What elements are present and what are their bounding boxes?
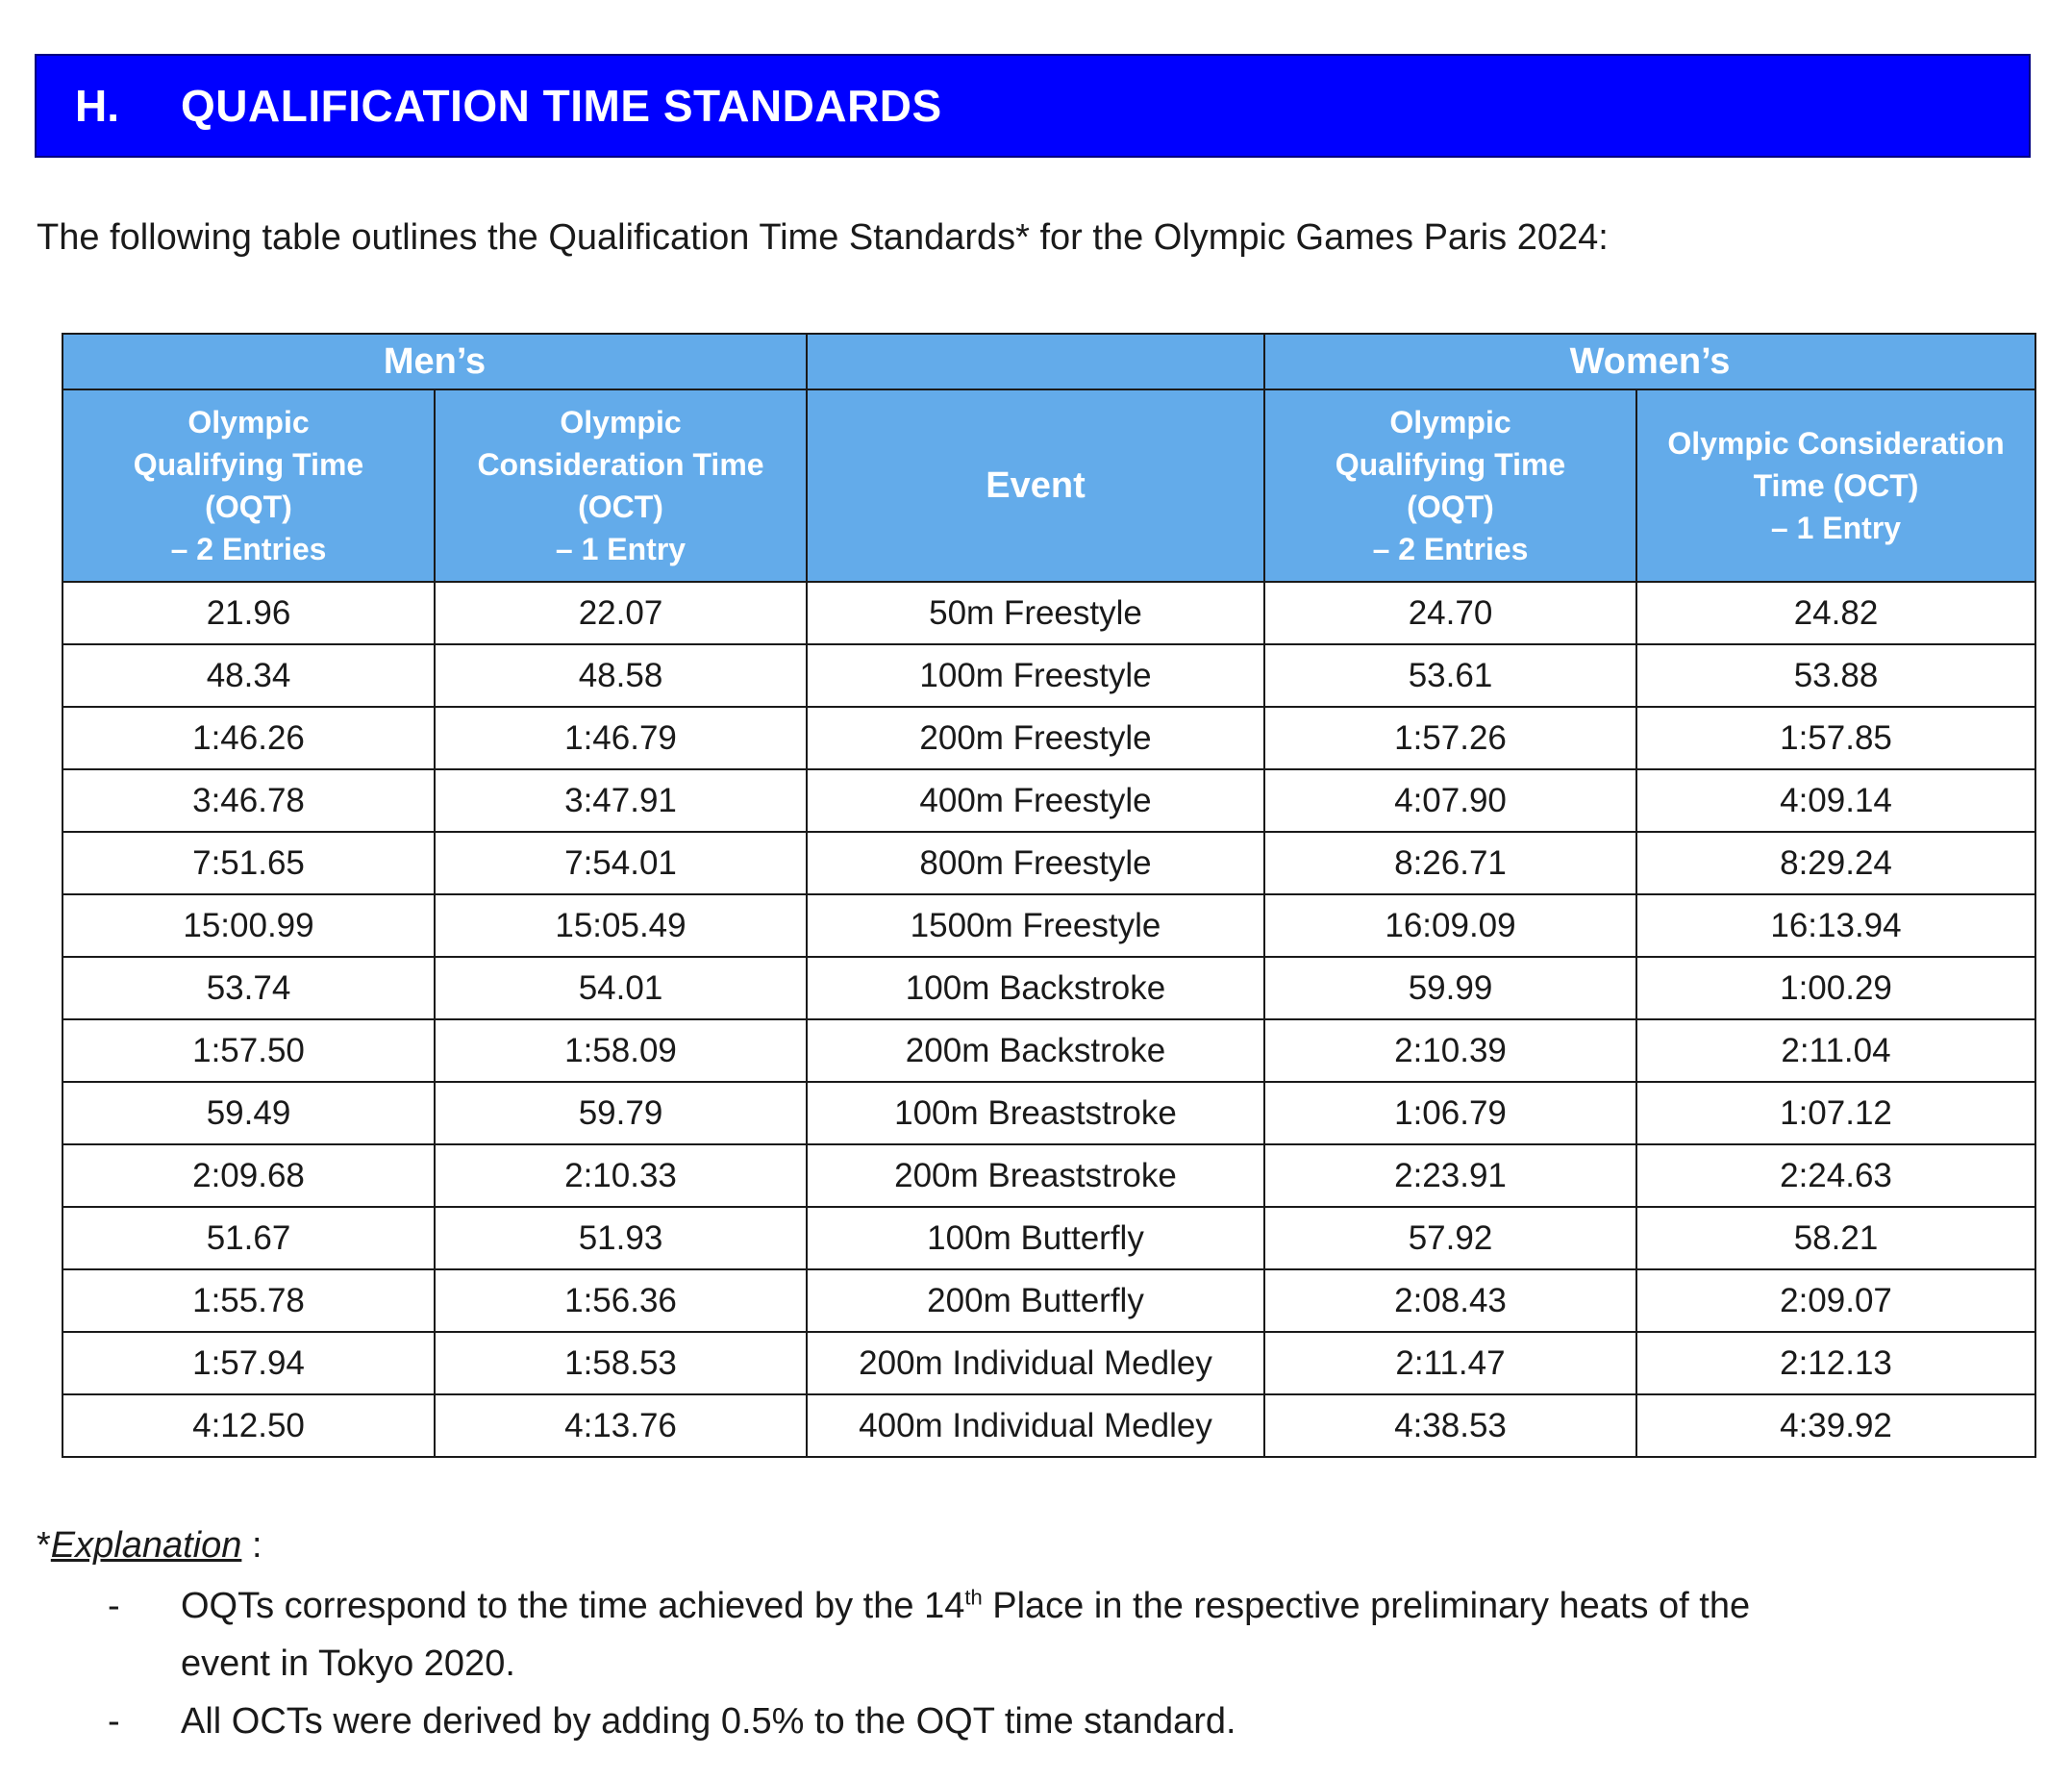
table-row [62, 1082, 2035, 1144]
cell-women-oqt: 16:09.09 [1264, 894, 1636, 957]
cell-women-oct: 24.82 [1636, 582, 2035, 644]
cell-women-oqt: 2:10.39 [1264, 1019, 1636, 1082]
cell-men-oqt: 1:57.94 [62, 1332, 435, 1394]
cell-women-oct: 2:24.63 [1636, 1144, 2035, 1207]
cell-women-oqt: 53.61 [1264, 644, 1636, 707]
bullet-text [181, 1577, 1911, 1635]
cell-women-oct: 2:11.04 [1636, 1019, 2035, 1082]
cell-women-oct: 8:29.24 [1636, 832, 2035, 894]
cell-men-oct: 2:10.33 [435, 1144, 807, 1207]
cell-event: 200m Freestyle [807, 707, 1264, 769]
cell-event: 800m Freestyle [807, 832, 1264, 894]
cell-men-oct: 51.93 [435, 1207, 807, 1269]
cell-men-oct: 54.01 [435, 957, 807, 1019]
womens-group-header: Women’s [1264, 334, 2035, 389]
cell-event: 200m Backstroke [807, 1019, 1264, 1082]
cell-women-oqt: 59.99 [1264, 957, 1636, 1019]
cell-men-oqt: 7:51.65 [62, 832, 435, 894]
table-row [62, 957, 2035, 1019]
section-title: QUALIFICATION TIME STANDARDS [181, 81, 942, 131]
cell-men-oct: 1:46.79 [435, 707, 807, 769]
mens-group-header: Men’s [62, 334, 807, 389]
table-row [62, 644, 2035, 707]
table-row [62, 582, 2035, 644]
cell-event: 100m Freestyle [807, 644, 1264, 707]
cell-men-oqt: 1:55.78 [62, 1269, 435, 1332]
bullet-1-text-a: OQTs correspond to the time achieved by the 14 [181, 1586, 965, 1626]
cell-men-oct: 1:58.53 [435, 1332, 807, 1394]
cell-women-oqt: 4:38.53 [1264, 1394, 1636, 1457]
section-header [35, 54, 2031, 158]
intro-paragraph: The following table outlines the Qualification Time Standards* for the Olympic Games Paris 2024: [37, 217, 1609, 258]
cell-women-oct: 4:39.92 [1636, 1394, 2035, 1457]
column-header-women-oct: Olympic Consideration Time (OCT) – 1 Entry [1636, 389, 2035, 582]
cell-men-oct: 4:13.76 [435, 1394, 807, 1457]
table-row [62, 1269, 2035, 1332]
cell-men-oct: 48.58 [435, 644, 807, 707]
cell-event: 50m Freestyle [807, 582, 1264, 644]
column-header-men-oqt: Olympic Qualifying Time (OQT) – 2 Entries [62, 389, 435, 582]
cell-women-oqt: 2:08.43 [1264, 1269, 1636, 1332]
cell-men-oqt: 15:00.99 [62, 894, 435, 957]
table-row [62, 894, 2035, 957]
cell-event: 100m Butterfly [807, 1207, 1264, 1269]
cell-men-oct: 15:05.49 [435, 894, 807, 957]
column-header-women-oqt: Olympic Qualifying Time (OQT) – 2 Entries [1264, 389, 1636, 582]
bullet-1-superscript: th [964, 1585, 983, 1610]
column-header-event: Event [807, 389, 1264, 582]
cell-event: 200m Butterfly [807, 1269, 1264, 1332]
cell-event: 200m Individual Medley [807, 1332, 1264, 1394]
cell-men-oqt: 48.34 [62, 644, 435, 707]
cell-men-oqt: 51.67 [62, 1207, 435, 1269]
bullet-1-line-2: event in Tokyo 2020. [181, 1643, 515, 1684]
cell-women-oqt: 4:07.90 [1264, 769, 1636, 832]
cell-women-oct: 2:09.07 [1636, 1269, 2035, 1332]
explanation-asterisk: * [37, 1525, 51, 1566]
cell-event: 400m Individual Medley [807, 1394, 1264, 1457]
cell-men-oqt: 2:09.68 [62, 1144, 435, 1207]
cell-women-oct: 1:57.85 [1636, 707, 2035, 769]
cell-women-oct: 58.21 [1636, 1207, 2035, 1269]
cell-men-oct: 59.79 [435, 1082, 807, 1144]
cell-men-oqt: 53.74 [62, 957, 435, 1019]
cell-men-oct: 7:54.01 [435, 832, 807, 894]
cell-men-oqt: 1:57.50 [62, 1019, 435, 1082]
bullet-1-text-b: Place in the respective preliminary heats of the [982, 1586, 1751, 1626]
qualification-times-table [62, 333, 2036, 1458]
empty-group-header [807, 334, 1264, 389]
cell-women-oqt: 57.92 [1264, 1207, 1636, 1269]
cell-women-oqt: 2:23.91 [1264, 1144, 1636, 1207]
cell-women-oct: 1:00.29 [1636, 957, 2035, 1019]
cell-women-oct: 2:12.13 [1636, 1332, 2035, 1394]
table-row [62, 832, 2035, 894]
cell-event: 100m Breaststroke [807, 1082, 1264, 1144]
cell-event: 200m Breaststroke [807, 1144, 1264, 1207]
bullet-dash: - [108, 1701, 120, 1742]
cell-women-oqt: 1:57.26 [1264, 707, 1636, 769]
cell-women-oqt: 2:11.47 [1264, 1332, 1636, 1394]
section-letter: H. [75, 81, 119, 131]
cell-women-oct: 16:13.94 [1636, 894, 2035, 957]
explanation-label: Explanation [50, 1525, 242, 1566]
explanation-colon: : [241, 1525, 262, 1566]
table-row [62, 1332, 2035, 1394]
table-row [62, 1144, 2035, 1207]
cell-women-oqt: 1:06.79 [1264, 1082, 1636, 1144]
column-header-men-oct: Olympic Consideration Time (OCT) – 1 Entry [435, 389, 807, 582]
cell-men-oqt: 21.96 [62, 582, 435, 644]
cell-men-oct: 1:56.36 [435, 1269, 807, 1332]
table-row [62, 769, 2035, 832]
cell-women-oct: 53.88 [1636, 644, 2035, 707]
cell-men-oct: 1:58.09 [435, 1019, 807, 1082]
cell-men-oct: 22.07 [435, 582, 807, 644]
cell-event: 1500m Freestyle [807, 894, 1264, 957]
cell-men-oqt: 59.49 [62, 1082, 435, 1144]
table-row [62, 1207, 2035, 1269]
cell-men-oqt: 3:46.78 [62, 769, 435, 832]
table-row [62, 707, 2035, 769]
cell-men-oqt: 4:12.50 [62, 1394, 435, 1457]
cell-event: 100m Backstroke [807, 957, 1264, 1019]
cell-women-oqt: 8:26.71 [1264, 832, 1636, 894]
cell-event: 400m Freestyle [807, 769, 1264, 832]
explanation-heading [37, 1525, 262, 1567]
bullet-2-text: All OCTs were derived by adding 0.5% to the OQT time standard. [181, 1701, 1236, 1742]
cell-women-oct: 4:09.14 [1636, 769, 2035, 832]
cell-women-oqt: 24.70 [1264, 582, 1636, 644]
cell-women-oct: 1:07.12 [1636, 1082, 2035, 1144]
table-row [62, 1394, 2035, 1457]
table-body [62, 582, 2035, 1457]
cell-men-oct: 3:47.91 [435, 769, 807, 832]
bullet-dash: - [108, 1586, 120, 1626]
cell-men-oqt: 1:46.26 [62, 707, 435, 769]
table-row [62, 1019, 2035, 1082]
